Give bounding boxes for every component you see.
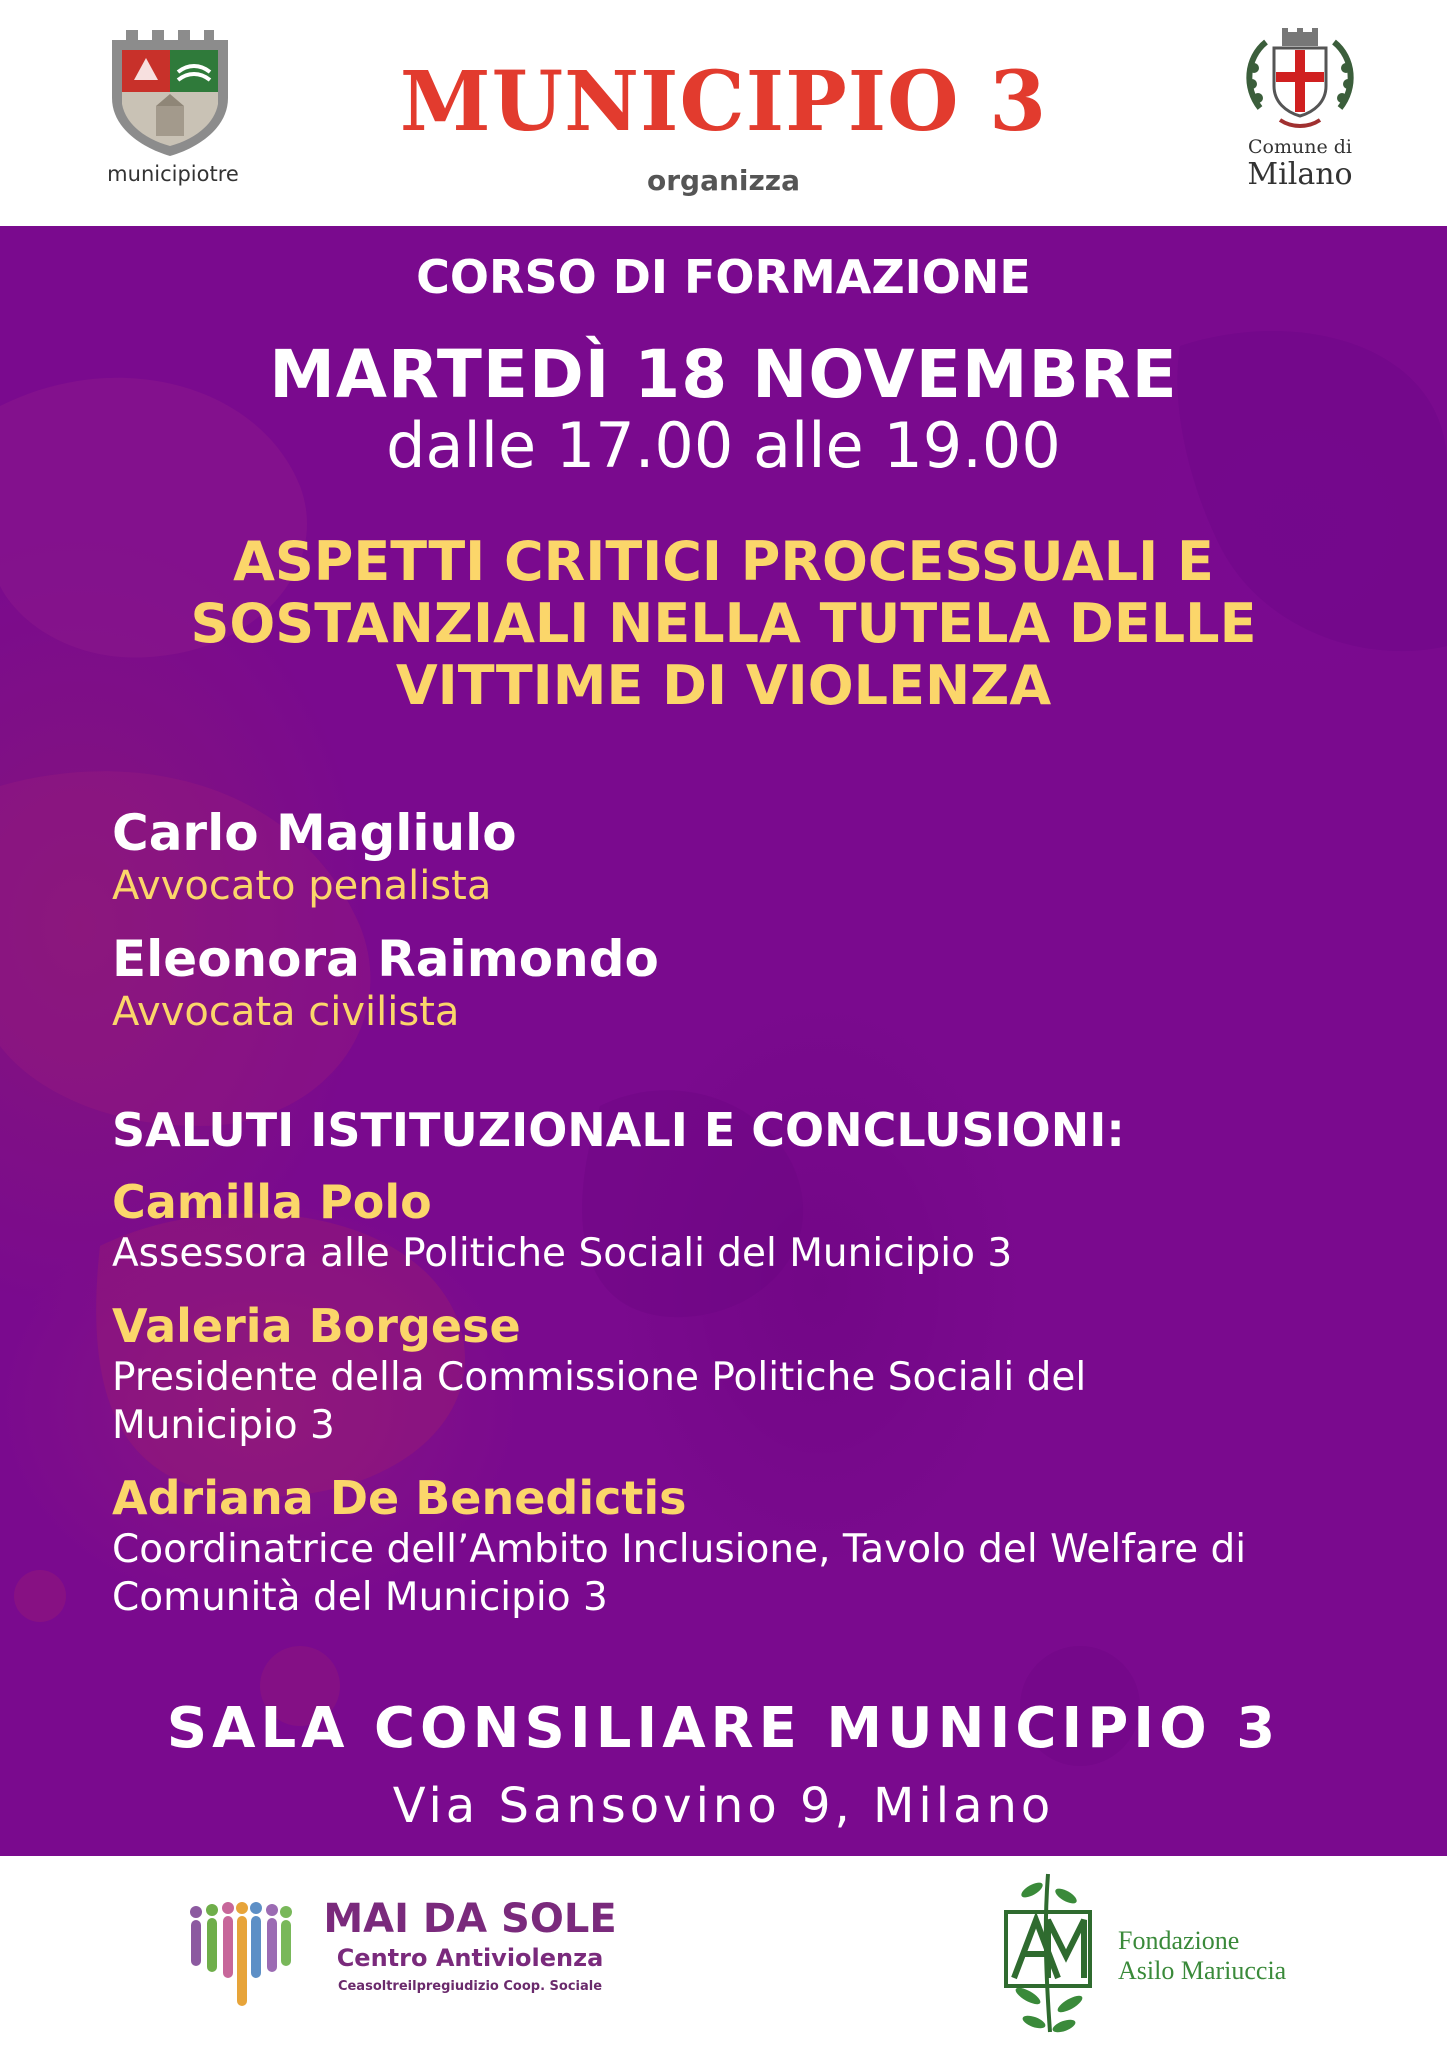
comune-di-milano-text: Comune di Milano bbox=[1247, 136, 1353, 192]
greeting-person-name: Adriana De Benedictis bbox=[112, 1471, 687, 1525]
footer bbox=[0, 1856, 1447, 2048]
mai-da-sole-text: MAI DA SOLE Centro Antiviolenza Ceasoltreilpregiudizio Coop. Sociale bbox=[323, 1896, 617, 1994]
greeting-person-role: Coordinatrice dell’Ambito Inclusione, Tavolo del Welfare di bbox=[112, 1527, 1247, 1572]
header bbox=[0, 0, 1447, 226]
mai-da-sole-logo bbox=[184, 1898, 294, 2010]
greetings-section bbox=[112, 1102, 1372, 1622]
greeting-person-role: Comunità del Municipio 3 bbox=[112, 1575, 608, 1620]
event-topic: ASPETTI CRITICI PROCESSUALI E SOSTANZIALI NELLA TUTELA DELLE VITTIME DI VIOLENZA bbox=[190, 530, 1257, 717]
event-time: dalle 17.00 alle 19.00 bbox=[386, 409, 1061, 482]
greeting-person-role: Presidente della Commissione Politiche Sociali del bbox=[112, 1355, 1087, 1400]
speaker-role: Avvocato penalista bbox=[112, 863, 492, 909]
page-subtitle: organizza bbox=[646, 164, 800, 197]
speaker-name: Carlo Magliulo bbox=[112, 804, 517, 862]
venue-name: SALA CONSILIARE MUNICIPIO 3 bbox=[166, 1696, 1281, 1761]
municipio-tre-logo-text: municipiotre bbox=[107, 162, 239, 186]
comune-di-milano-logo bbox=[1240, 28, 1360, 138]
event-date: MARTEDÌ 18 NOVEMBRE bbox=[269, 336, 1178, 413]
greeting-person-role: Assessora alle Politiche Sociali del Municipio 3 bbox=[112, 1231, 1013, 1276]
event-kind: CORSO DI FORMAZIONE bbox=[416, 250, 1031, 304]
greetings-heading: SALUTI ISTITUZIONALI E CONCLUSIONI: bbox=[112, 1103, 1125, 1157]
event-panel bbox=[0, 226, 1447, 1856]
venue-address: Via Sansovino 9, Milano bbox=[392, 1778, 1055, 1834]
fondazione-asilo-mariuccia-logo bbox=[988, 1866, 1108, 2038]
women-group-icon bbox=[184, 1898, 294, 2010]
greeting-person-name: Camilla Polo bbox=[112, 1175, 432, 1229]
fondazione-asilo-mariuccia-text: Fondazione Asilo Mariuccia bbox=[1118, 1926, 1287, 1985]
greeting-person-role: Municipio 3 bbox=[112, 1403, 335, 1448]
speaker-name: Eleonora Raimondo bbox=[112, 930, 659, 988]
greeting-person-name: Valeria Borgese bbox=[112, 1299, 521, 1353]
olive-branch-monogram-icon bbox=[988, 1866, 1108, 2038]
speakers-list bbox=[112, 804, 1312, 1036]
page-title: MUNICIPIO 3 bbox=[399, 54, 1048, 150]
speaker-role: Avvocata civilista bbox=[112, 989, 460, 1035]
milano-coat-of-arms-icon bbox=[1240, 28, 1360, 138]
